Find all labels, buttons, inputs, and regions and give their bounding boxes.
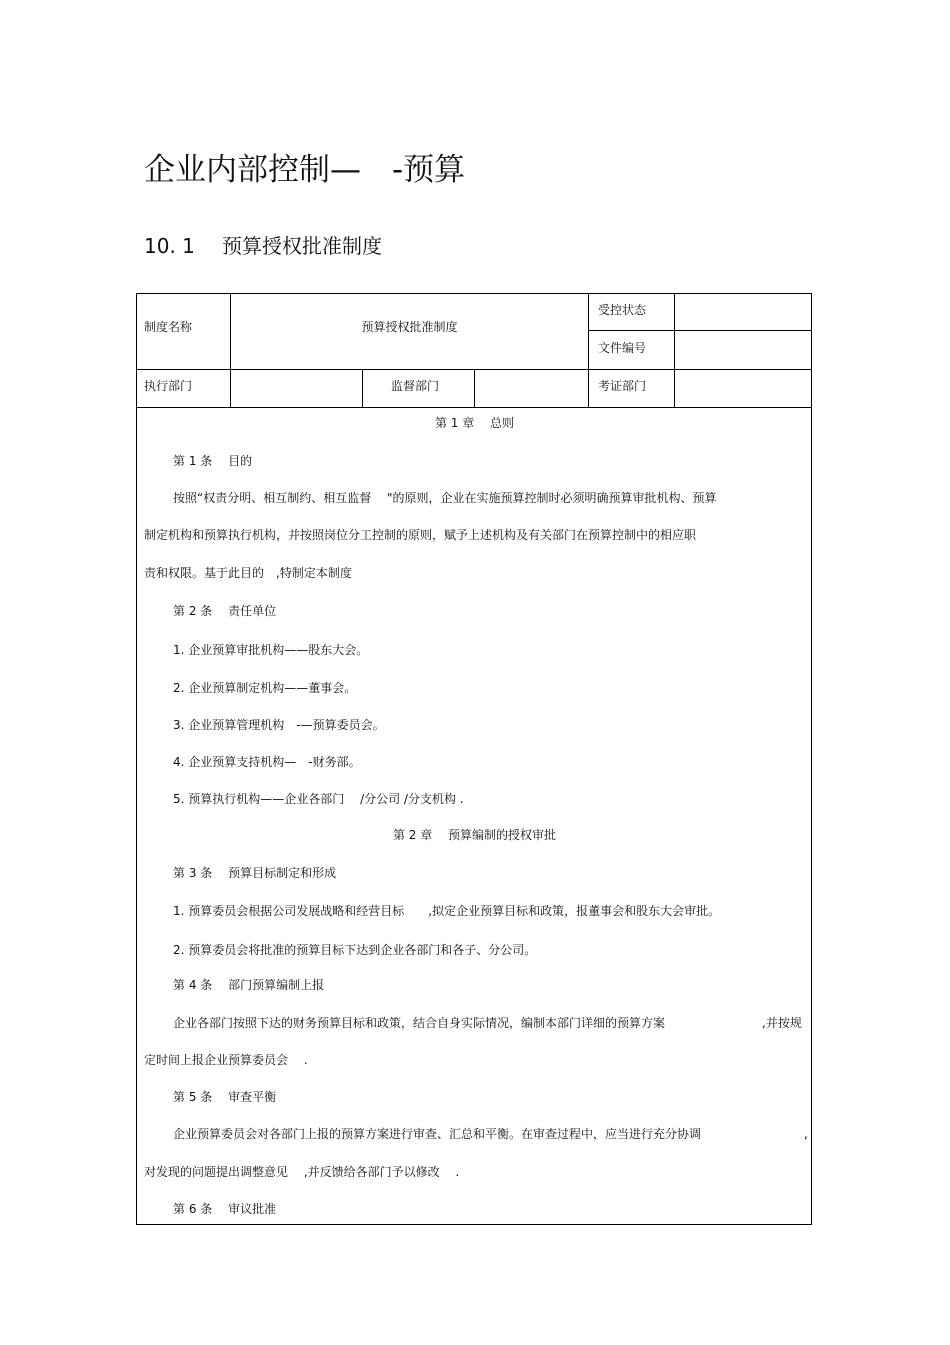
article-2-item-2: 2. 企业预算制定机构——董事会。 <box>173 681 357 695</box>
table-divider <box>674 294 675 407</box>
article-6-heading: 第 6 条 审议批准 <box>173 1202 277 1216</box>
value-policy-name: 预算授权批准制度 <box>361 320 458 334</box>
article-1-line-2: 制定机构和预算执行机构，并按照岗位分工控制的原则，赋予上述机构及有关部门在预算控制中的相应职 <box>144 528 697 542</box>
article-1-line-1: 按照“权责分明、相互制约、相互监督 "的原则，企业在实施预算控制时必须明确预算审批机构、预算 <box>173 491 717 505</box>
label-executing-department: 执行部门 <box>144 379 193 393</box>
label-document-number: 文件编号 <box>598 341 647 355</box>
table-divider <box>474 369 475 407</box>
article-5-line-1-tail: , <box>804 1127 808 1141</box>
label-verifying-department: 考证部门 <box>598 379 647 393</box>
chapter-1-heading: 第 1 章 总则 <box>434 416 515 430</box>
article-2-heading: 第 2 条 责任单位 <box>173 604 277 618</box>
article-2-item-1: 1. 企业预算审批机构——股东大会。 <box>173 643 369 657</box>
article-2-item-4: 4. 企业预算支持机构— -财务部。 <box>173 755 361 769</box>
article-4-heading: 第 4 条 部门预算编制上报 <box>173 978 325 992</box>
article-3-item-2: 2. 预算委员会将批准的预算目标下达到企业各部门和各子、分公司。 <box>173 943 537 957</box>
article-4-line-1: 企业各部门按照下达的财务预算目标和政策，结合自身实际情况，编制本部门详细的预算方案 <box>173 1016 666 1030</box>
label-policy-name: 制度名称 <box>144 320 193 334</box>
label-supervising-department: 监督部门 <box>391 379 440 393</box>
section-title: 预算授权批准制度 <box>222 234 382 258</box>
chapter-2-heading: 第 2 章 预算编制的授权审批 <box>392 828 557 842</box>
table-divider <box>588 294 589 407</box>
article-1-heading: 第 1 条 目的 <box>173 454 253 468</box>
label-control-status: 受控状态 <box>598 303 647 317</box>
document-title: 企业内部控制— -预算 <box>144 152 466 188</box>
section-number: 10. 1 <box>144 234 195 258</box>
article-2-item-5: 5. 预算执行机构——企业各部门 /分公司 /分支机构 . <box>173 792 464 806</box>
article-3-heading: 第 3 条 预算目标制定和形成 <box>173 866 337 880</box>
table-divider <box>137 407 812 408</box>
article-5-heading: 第 5 条 审查平衡 <box>173 1090 277 1104</box>
table-divider <box>362 369 363 407</box>
article-5-line-2: 对发现的问题提出调整意见 ,并反馈给各部门予以修改 . <box>144 1165 460 1179</box>
article-4-line-2: 定时间上报企业预算委员会 . <box>144 1053 308 1067</box>
table-divider <box>230 294 231 407</box>
article-5-line-1: 企业预算委员会对各部门上报的预算方案进行审查、汇总和平衡。在审查过程中，应当进行充分协调 <box>173 1127 702 1141</box>
article-2-item-3: 3. 企业预算管理机构 -—预算委员会。 <box>173 718 385 732</box>
article-3-item-1: 1. 预算委员会根据公司发展战略和经营目标 ,拟定企业预算目标和政策，报董事会和股东大会审批。 <box>173 904 721 918</box>
article-1-line-3: 责和权限。基于此目的 ,特制定本制度 <box>144 566 352 580</box>
section-heading <box>144 231 382 261</box>
article-4-line-1-tail: ,并按规 <box>762 1016 802 1030</box>
policy-table <box>136 293 812 1225</box>
table-divider <box>588 330 812 331</box>
